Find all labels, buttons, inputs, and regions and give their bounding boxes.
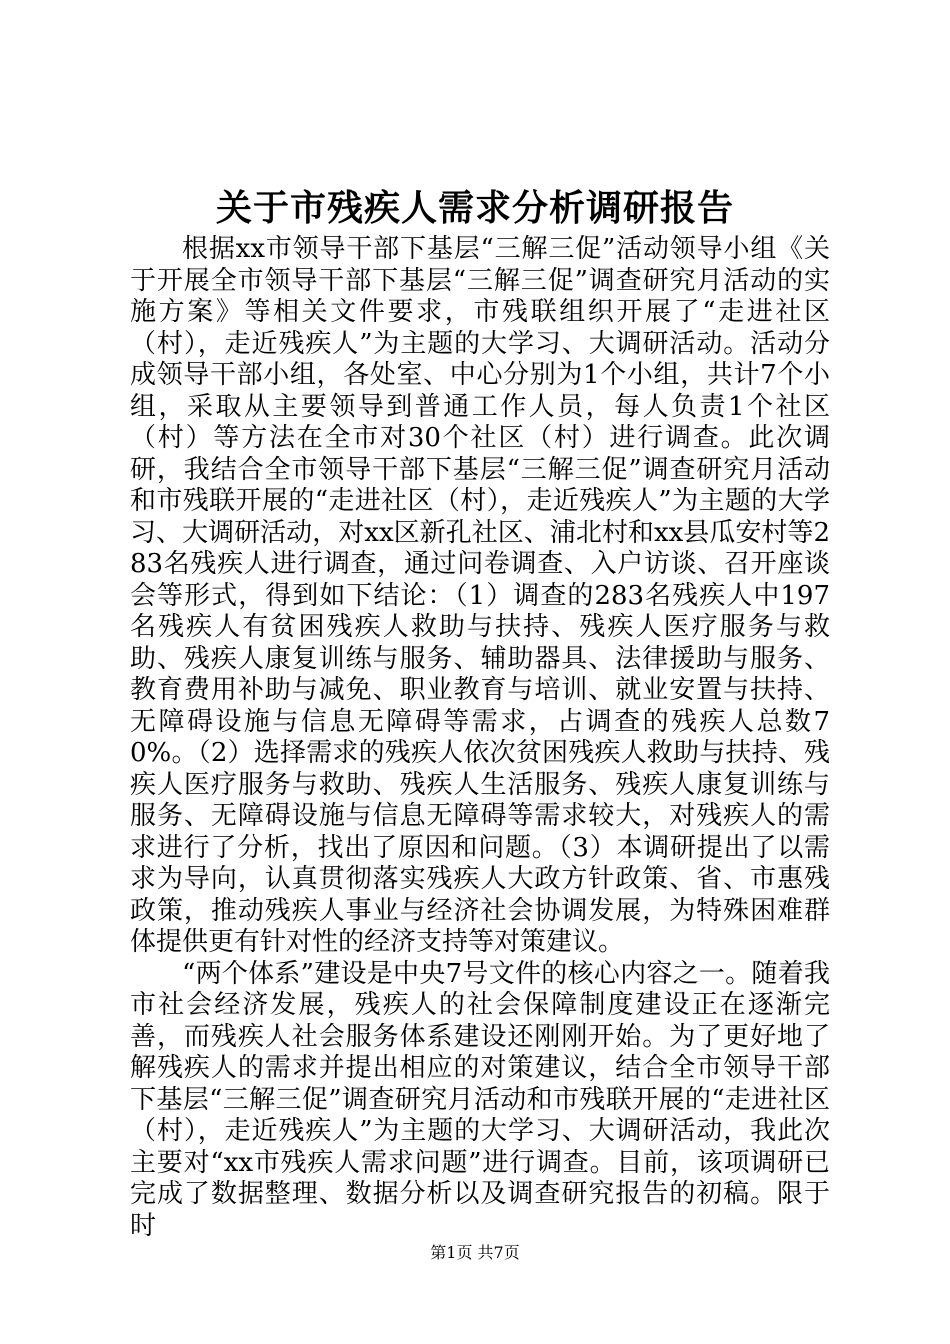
paragraph: 根据xx市领导干部下基层“三解三促”活动领导小组《关于开展全市领导干部下基层“三解三促”调查研究月活动的实施方案》等相关文件要求，市残联组织开展了“走进社区（村），走近残疾人”为主题的大学习、大调研活动。活动分成领导干部小组，各处室、中心分别为1个小组，共计7个小组，采取从主要领导到普通工作人员，每人负责1个社区（村）等方法在全市对30个社区（村）进行调查。此次调研，我结合全市领导干部下基层“三解三促”调查研究月活动和市残联开展的“走进社区（村），走近残疾人”为主题的大学习、大调研活动，对xx区新孔社区、浦北村和xx县瓜安村等283名残疾人进行调查，通过问卷调查、入户访谈、召开座谈会等形式，得到如下结论：（1）调查的283名残疾人中197名残疾人有贫困残疾人救助与扶持、残疾人医疗服务与救助、残疾人康复训练与服务、辅助器具、法律援助与服务、教育费用补助与减免、职业教育与培训、就业安置与扶持、无障碍设施与信息无障碍等需求，占调查的残疾人总数70%。（2）选择需求的残疾人依次贫困残疾人救助与扶持、残疾人医疗服务与救助、残疾人生活服务、残疾人康复训练与服务、无障碍设施与信息无障碍等需求较大，对残疾人的需求进行了分析，找出了原因和问题。（3）本调研提出了以需求为导向，认真贯彻落实残疾人大政方针政策、省、市惠残政策，推动残疾人事业与经济社会协调发展，为特殊困难群体提供更有针对性的经济支持等对策建议。 xyxy=(130,234,830,957)
document-title: 关于市残疾人需求分析调研报告 xyxy=(215,187,734,229)
paragraph: “两个体系”建设是中央7号文件的核心内容之一。随着我市社会经济发展，残疾人的社会保障制度建设正在逐渐完善，而残疾人社会服务体系建设还刚刚开始。为了更好地了解残疾人的需求并提出相应的对策建议，结合全市领导干部下基层“三解三促”调查研究月活动和市残联开展的“走进社区（村），走近残疾人”为主题的大学习、大调研活动，我此次主要对“xx市残疾人需求问题”进行调查。目前，该项调研已完成了数据整理、数据分析以及调查研究报告的初稿。限于时 xyxy=(130,958,830,1241)
document-body xyxy=(130,234,830,1242)
page-footer: 第1页 共7页 xyxy=(430,1243,520,1262)
